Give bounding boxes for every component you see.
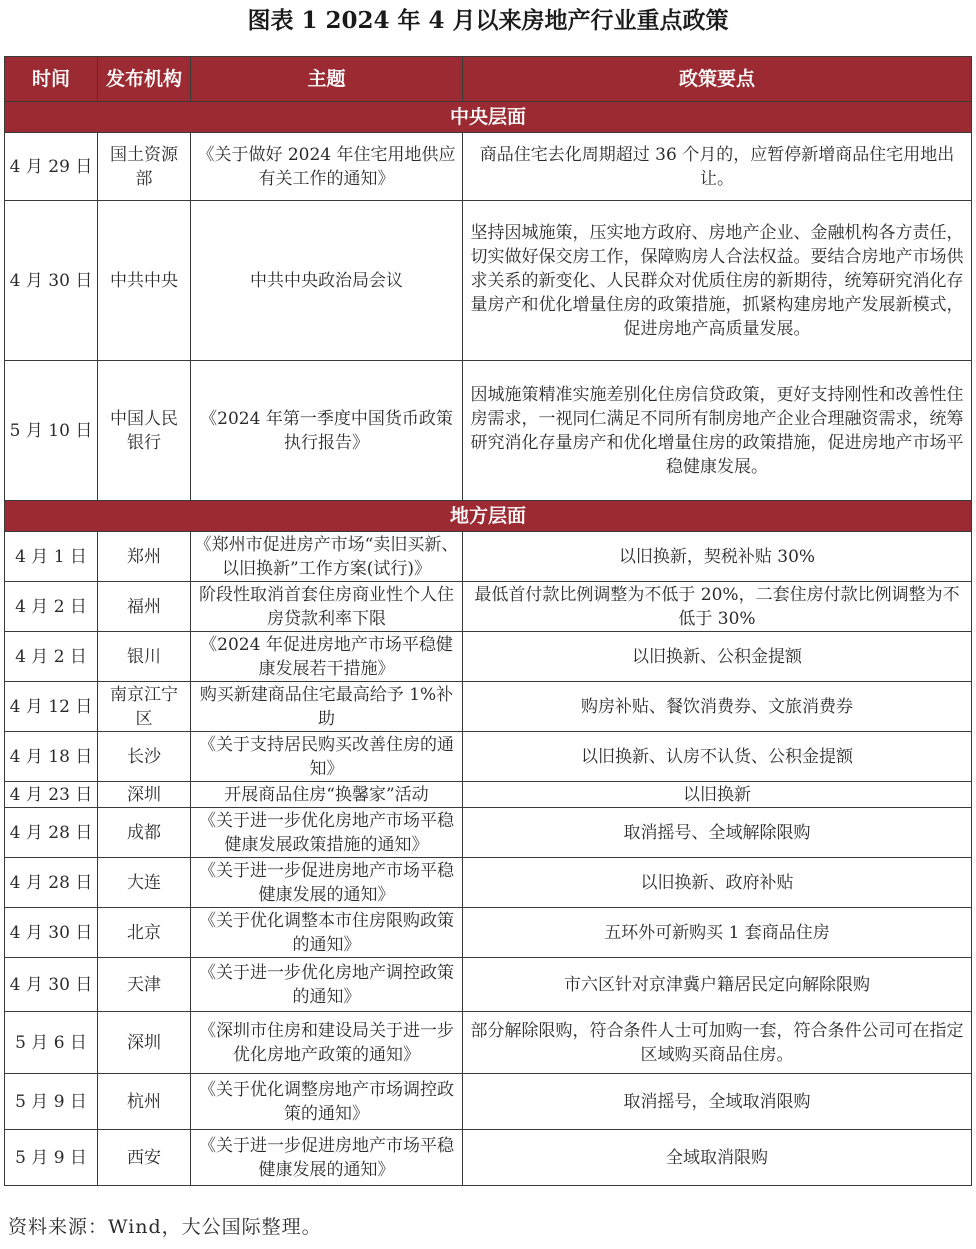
table-row xyxy=(5,732,972,782)
cell-agency: 天津 xyxy=(98,958,191,1012)
cell-points: 以旧换新、公积金提额 xyxy=(463,632,972,682)
cell-points: 取消摇号，全域取消限购 xyxy=(463,1074,972,1130)
cell-agency: 中国人民银行 xyxy=(98,361,191,501)
table-row xyxy=(5,1074,972,1130)
cell-points: 以旧换新、政府补贴 xyxy=(463,858,972,908)
cell-points: 以旧换新、认房不认货、公积金提额 xyxy=(463,732,972,782)
cell-points: 部分解除限购，符合条件人士可加购一套，符合条件公司可在指定区域购买商品住房。 xyxy=(463,1012,972,1074)
section-central-label: 中央层面 xyxy=(5,102,972,133)
cell-time: 4 月 30 日 xyxy=(5,908,98,958)
cell-topic: 《关于支持居民购买改善住房的通知》 xyxy=(191,732,463,782)
cell-topic: 开展商品住房“换馨家”活动 xyxy=(191,782,463,808)
header-agency: 发布机构 xyxy=(98,57,191,102)
table-row xyxy=(5,361,972,501)
section-central xyxy=(5,102,972,133)
cell-topic: 《2024 年促进房地产市场平稳健康发展若干措施》 xyxy=(191,632,463,682)
cell-topic: 《深圳市住房和建设局关于进一步优化房地产政策的通知》 xyxy=(191,1012,463,1074)
cell-topic: 《关于做好 2024 年住宅用地供应有关工作的通知》 xyxy=(191,133,463,201)
header-row xyxy=(5,57,972,102)
cell-agency: 郑州 xyxy=(98,532,191,582)
table-row xyxy=(5,532,972,582)
header-time: 时间 xyxy=(5,57,98,102)
cell-agency: 深圳 xyxy=(98,782,191,808)
cell-topic: 《关于进一步优化房地产调控政策的通知》 xyxy=(191,958,463,1012)
table-row xyxy=(5,133,972,201)
cell-time: 4 月 1 日 xyxy=(5,532,98,582)
cell-time: 4 月 28 日 xyxy=(5,808,98,858)
cell-points: 坚持因城施策，压实地方政府、房地产企业、金融机构各方责任，切实做好保交房工作，保障购房人合法权益。要结合房地产市场供求关系的新变化、人民群众对优质住房的新期待，统筹研究消化存量房产和优化增量住房的政策措施，抓紧构建房地产发展新模式，促进房地产高质量发展。 xyxy=(463,201,972,361)
cell-points: 取消摇号、全域解除限购 xyxy=(463,808,972,858)
cell-time: 5 月 9 日 xyxy=(5,1130,98,1186)
source-note: 资料来源：Wind，大公国际整理。 xyxy=(8,1216,322,1238)
table-row xyxy=(5,808,972,858)
cell-topic: 中共中央政治局会议 xyxy=(191,201,463,361)
cell-agency: 杭州 xyxy=(98,1074,191,1130)
table-title: 图表 1 2024 年 4 月以来房地产行业重点政策 xyxy=(247,7,729,34)
table-row xyxy=(5,1012,972,1074)
cell-time: 4 月 23 日 xyxy=(5,782,98,808)
table-row xyxy=(5,782,972,808)
cell-points: 五环外可新购买 1 套商品住房 xyxy=(463,908,972,958)
cell-topic: 《郑州市促进房产市场“卖旧买新、以旧换新”工作方案(试行)》 xyxy=(191,532,463,582)
header-points: 政策要点 xyxy=(463,57,972,102)
table-row xyxy=(5,201,972,361)
header-topic: 主题 xyxy=(191,57,463,102)
cell-time: 4 月 30 日 xyxy=(5,201,98,361)
cell-points: 以旧换新，契税补贴 30% xyxy=(463,532,972,582)
cell-topic: 购买新建商品住宅最高给予 1%补助 xyxy=(191,682,463,732)
cell-topic: 阶段性取消首套住房商业性个人住房贷款利率下限 xyxy=(191,582,463,632)
cell-points: 全域取消限购 xyxy=(463,1130,972,1186)
cell-agency: 北京 xyxy=(98,908,191,958)
cell-agency: 长沙 xyxy=(98,732,191,782)
table-row xyxy=(5,858,972,908)
cell-agency: 深圳 xyxy=(98,1012,191,1074)
cell-agency: 中共中央 xyxy=(98,201,191,361)
cell-topic: 《关于进一步促进房地产市场平稳健康发展的通知》 xyxy=(191,1130,463,1186)
cell-topic: 《关于优化调整本市住房限购政策的通知》 xyxy=(191,908,463,958)
cell-points: 市六区针对京津冀户籍居民定向解除限购 xyxy=(463,958,972,1012)
section-local xyxy=(5,501,972,532)
cell-time: 4 月 12 日 xyxy=(5,682,98,732)
cell-agency: 国土资源部 xyxy=(98,133,191,201)
cell-points: 最低首付款比例调整为不低于 20%，二套住房付款比例调整为不低于 30% xyxy=(463,582,972,632)
cell-points: 购房补贴、餐饮消费券、文旅消费券 xyxy=(463,682,972,732)
cell-topic: 《2024 年第一季度中国货币政策执行报告》 xyxy=(191,361,463,501)
section-local-label: 地方层面 xyxy=(5,501,972,532)
cell-time: 5 月 6 日 xyxy=(5,1012,98,1074)
cell-time: 4 月 30 日 xyxy=(5,958,98,1012)
policy-table xyxy=(4,56,972,1186)
cell-agency: 西安 xyxy=(98,1130,191,1186)
cell-points: 因城施策精准实施差别化住房信贷政策，更好支持刚性和改善性住房需求，一视同仁满足不同所有制房地产企业合理融资需求，统筹研究消化存量房产和优化增量住房的政策措施，促进房地产市场平稳健康发展。 xyxy=(463,361,972,501)
cell-agency: 成都 xyxy=(98,808,191,858)
cell-points: 以旧换新 xyxy=(463,782,972,808)
cell-topic: 《关于进一步优化房地产市场平稳健康发展政策措施的通知》 xyxy=(191,808,463,858)
cell-time: 4 月 2 日 xyxy=(5,582,98,632)
cell-time: 4 月 2 日 xyxy=(5,632,98,682)
cell-time: 5 月 9 日 xyxy=(5,1074,98,1130)
cell-agency: 南京江宁区 xyxy=(98,682,191,732)
cell-time: 4 月 29 日 xyxy=(5,133,98,201)
cell-time: 5 月 10 日 xyxy=(5,361,98,501)
cell-topic: 《关于优化调整房地产市场调控政策的通知》 xyxy=(191,1074,463,1130)
table-row xyxy=(5,682,972,732)
cell-time: 4 月 28 日 xyxy=(5,858,98,908)
table-row xyxy=(5,582,972,632)
table-row xyxy=(5,1130,972,1186)
table-row xyxy=(5,632,972,682)
cell-points: 商品住宅去化周期超过 36 个月的，应暂停新增商品住宅用地出让。 xyxy=(463,133,972,201)
cell-agency: 银川 xyxy=(98,632,191,682)
table-row xyxy=(5,958,972,1012)
cell-time: 4 月 18 日 xyxy=(5,732,98,782)
cell-agency: 大连 xyxy=(98,858,191,908)
cell-topic: 《关于进一步促进房地产市场平稳健康发展的通知》 xyxy=(191,858,463,908)
table-row xyxy=(5,908,972,958)
cell-agency: 福州 xyxy=(98,582,191,632)
